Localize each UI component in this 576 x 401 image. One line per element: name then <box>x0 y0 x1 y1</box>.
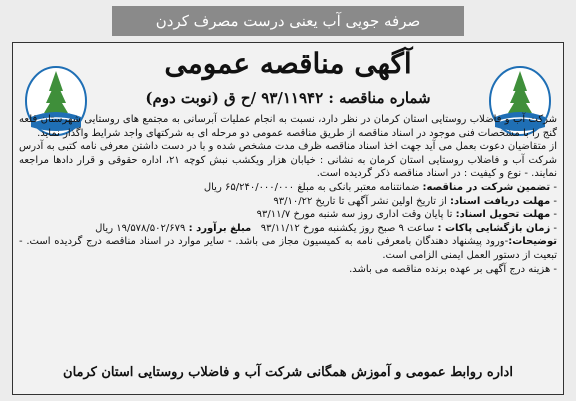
deliver-value: تا پایان وقت اداری روز سه شنبه مورخ ۹۳/۱۱/۷ <box>256 209 453 221</box>
tender-number: شماره مناقصه : ۹۳/۱۱۹۴۲ /ح ق (نوبت دوم) <box>145 89 431 107</box>
open-value: ساعت ۹ صبح روز یکشنبه مورخ ۹۳/۱۱/۱۲ <box>260 222 435 234</box>
guarantee-value: ضمانتنامه معتبر بانکی به مبلغ ۶۵/۲۴۰/۰۰۰/۰۰۰ ریال <box>203 181 420 193</box>
receive-line: - مهلت دریافت اسناد: از تاریخ اولین نشر آگهی تا تاریخ ۹۳/۱۰/۲۲ <box>273 195 557 207</box>
guarantee-line: - تضمین شرکت در مناقصه: ضمانتنامه معتبر بانکی به مبلغ ۶۵/۲۴۰/۰۰۰/۰۰۰ ریال <box>203 181 557 193</box>
notes-label: توضیحات: <box>508 236 557 248</box>
notes-text: -ورود پیشنهاد دهندگان بامعرفی نامه به کمیسیون مجاز می باشد. - سایر موارد در اسناد مناقصه درج گردیده است. - تبعیت از دستور العمل ایمنی الزامی است. <box>19 236 557 261</box>
deliver-line: - مهلت تحویل اسناد: تا پایان وقت اداری روز سه شنبه مورخ ۹۳/۱۱/۷ <box>256 209 557 221</box>
estimate-value: ۱۹/۵۷۸/۵۰۲/۶۷۹ ریال <box>95 222 186 234</box>
intro-paragraph: شرکت آب و فاضلاب روستایی استان کرمان در نظر دارد، نسبت به انجام عملیات آبرسانی به مجتمع های روستایی شهرستان قلعه گنج را با مشخصات فنی موجود در اسناد مناقصه از طریق مناقصه عمومی دو مرحله ای به شرکتهای واجد شرایط واگذار نماید. <box>19 114 557 139</box>
estimate-label: مبلغ برآورد : <box>188 222 252 234</box>
open-line: - زمان بازگشایی پاکات : ساعت ۹ صبح روز یکشنبه مورخ ۹۳/۱۱/۱۲ مبلغ برآورد : ۱۹/۵۷۸/۵۰۲/۶۷۹ ریال <box>95 222 557 234</box>
open-label: زمان بازگشایی پاکات : <box>437 222 551 234</box>
receive-value: از تاریخ اولین نشر آگهی تا تاریخ ۹۳/۱۰/۲۲ <box>273 195 447 207</box>
deliver-label: مهلت تحویل اسناد: <box>455 209 551 221</box>
page-title: آگهی مناقصه عمومی <box>164 47 412 80</box>
guarantee-label: تضمین شرکت در مناقصه: <box>422 181 551 193</box>
notes-line <box>19 235 557 262</box>
slogan-banner: صرفه جویی آب یعنی درست مصرف کردن <box>112 6 464 36</box>
issuer-footer: اداره روابط عمومی و آموزش همگانی شرکت آب و فاضلاب روستایی استان کرمان <box>63 365 513 380</box>
tender-frame <box>12 42 564 395</box>
notes-line-2: - هزینه درج آگهی بر عهده برنده مناقصه می باشد. <box>349 263 557 275</box>
receive-label: مهلت دریافت اسناد: <box>450 195 551 207</box>
invite-paragraph: از متقاضیان دعوت بعمل می آید جهت اخذ اسناد مناقصه ظرف مدت مشخص شده و با در دست داشتن معرفی نامه کتبی به آدرس شرکت آب و فاضلاب روستایی استان کرمان به نشانی : خیابان هزار ویکشب نبش کوچه ۲۱، اداره حقوقی و قرار دادها مراجعه نمایند. - نوع و کیفیت : در اسناد مناقصه ذکر گردیده است. <box>19 141 557 180</box>
tender-body <box>19 113 557 276</box>
